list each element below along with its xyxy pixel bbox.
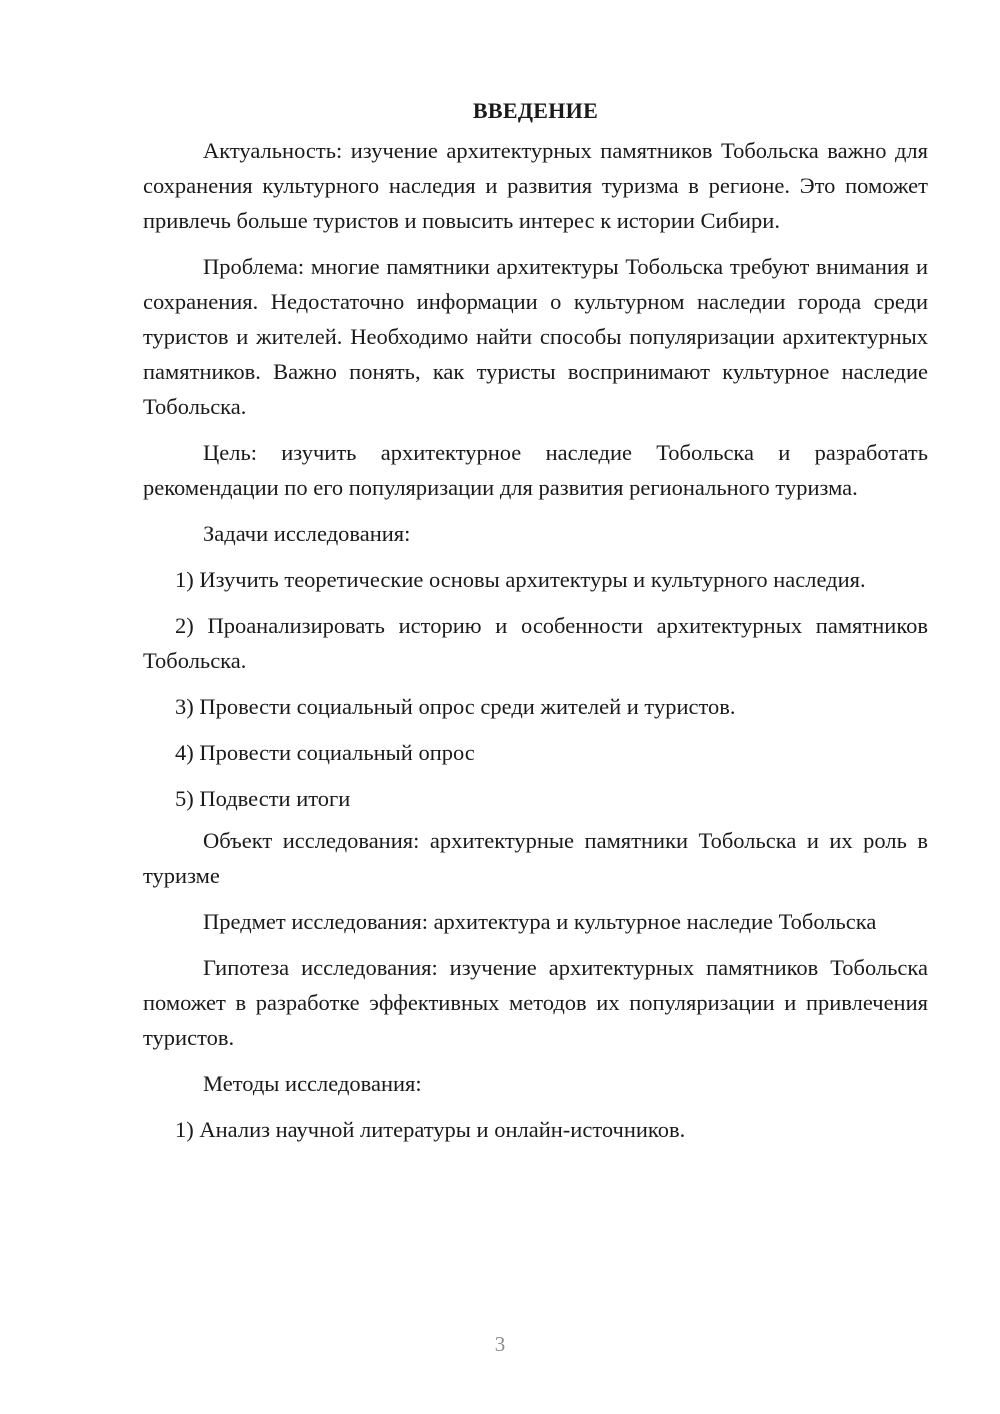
problem-paragraph: Проблема: многие памятники архитектуры Тобольска требуют внимания и сохранения. Недостаточно информации о культурном наследии города среди туристов и жителей. Необходимо найти способы популяризации архитектурных памятников. Важно понять, как туристы воспринимают культурное наследие Тобольска.	[143, 254, 928, 419]
relevance-paragraph: Актуальность: изучение архитектурных памятников Тобольска важно для сохранения культурного наследия и развития туризма в регионе. Это поможет привлечь больше туристов и повысить интерес к истории Сибири.	[143, 138, 928, 233]
subject-paragraph: Предмет исследования: архитектура и культурное наследие Тобольска	[203, 909, 877, 934]
page-number: 3	[494, 1332, 506, 1356]
task-item-4: 4) Провести социальный опрос	[175, 740, 475, 765]
page-title: ВВЕДЕНИЕ	[472, 98, 599, 123]
page-content	[143, 93, 928, 1158]
task-item-5: 5) Подвести итоги	[175, 786, 351, 811]
task-item-3: 3) Провести социальный опрос среди жителей и туристов.	[175, 694, 736, 719]
task-item-1: 1) Изучить теоретические основы архитектуры и культурного наследия.	[175, 567, 866, 592]
methods-heading: Методы исследования:	[203, 1071, 422, 1096]
hypothesis-paragraph: Гипотеза исследования: изучение архитектурных памятников Тобольска поможет в разработке эффективных методов их популяризации и привлечения туристов.	[143, 955, 928, 1050]
goal-paragraph: Цель: изучить архитектурное наследие Тобольска и разработать рекомендации по его популяризации для развития регионального туризма.	[143, 440, 928, 500]
object-paragraph: Объект исследования: архитектурные памятники Тобольска и их роль в туризме	[143, 828, 928, 888]
tasks-heading: Задачи исследования:	[203, 521, 411, 546]
method-item-1: 1) Анализ научной литературы и онлайн-источников.	[175, 1117, 686, 1142]
task-item-2: 2) Проанализировать историю и особенности архитектурных памятников Тобольска.	[143, 613, 928, 673]
